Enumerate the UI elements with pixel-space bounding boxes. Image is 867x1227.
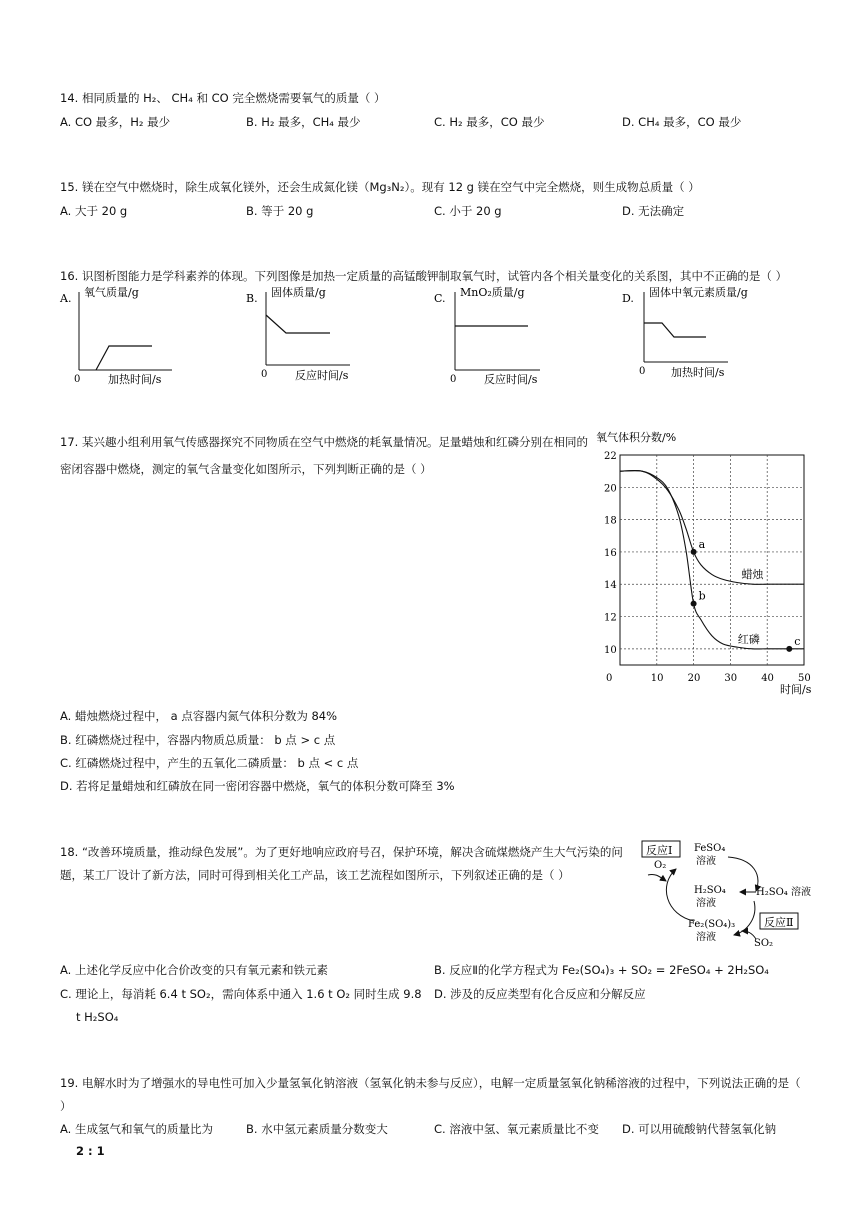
graph-d-ylabel: 固体中氧元素质量/g — [649, 286, 748, 299]
y-tick-label: 20 — [604, 483, 617, 495]
point-a — [691, 549, 697, 555]
feso4-label: FeSO₄ — [694, 843, 726, 854]
point-c — [786, 646, 792, 652]
q15-option-d[interactable]: D. 无法确定 — [622, 204, 685, 218]
so2-label: SO₂ — [754, 938, 774, 949]
question-18-stem-line1: 18. “改善环境质量，推动绿色发展”。为了更好地响应政府号召，保护环境，解决含硫煤燃烧产生大气污染的问 — [60, 845, 623, 859]
q18-option-a[interactable]: A. 上述化学反应中化合价改变的只有氧元素和铁元素 — [60, 963, 328, 977]
q15-option-b[interactable]: B. 等于 20 g — [246, 204, 314, 218]
x-tick-label: 10 — [650, 673, 664, 684]
graph-c-xlabel: 反应时间/s — [484, 373, 538, 386]
q14-option-d[interactable]: D. CH₄ 最多，CO 最少 — [622, 115, 742, 129]
feso4-sol-label: 溶液 — [696, 856, 716, 867]
q19-option-a-cont: 2 : 1 — [76, 1144, 105, 1158]
q14-option-b[interactable]: B. H₂ 最多，CH₄ 最少 — [246, 115, 361, 129]
arrow-left — [666, 869, 694, 921]
arrow-o2 — [648, 874, 666, 881]
question-17-stem-line2: 密闭容器中燃烧，测定的氧气含量变化如图所示，下列判断正确的是（ ） — [60, 462, 432, 476]
y-tick-label: 14 — [604, 580, 617, 592]
x-tick-label: 0 — [606, 673, 613, 684]
q19-option-c[interactable]: C. 溶液中氢、氧元素质量比不变 — [434, 1122, 599, 1136]
question-14-stem: 14. 相同质量的 H₂、 CH₄ 和 CO 完全燃烧需要氧气的质量（ ） — [60, 91, 386, 105]
y-tick-label: 18 — [604, 515, 617, 527]
chart-ylabel: 氧气体积分数/% — [596, 431, 677, 444]
point-label-b: b — [698, 589, 706, 603]
graph-a-curve — [96, 346, 152, 370]
reaction-2-label: 反应Ⅱ — [764, 916, 794, 929]
h2so4-in-label: H₂SO₄ — [694, 885, 726, 896]
graph-d-origin: 0 — [639, 366, 646, 377]
reaction-1-label: 反应Ⅰ — [646, 844, 673, 857]
x-tick-label: 30 — [724, 673, 738, 684]
y-tick-label: 22 — [604, 451, 617, 462]
q19-option-a[interactable]: A. 生成氢气和氧气的质量比为 — [60, 1122, 213, 1136]
h2so4-in-sol-label: 溶液 — [696, 898, 716, 909]
graph-a-letter: A. — [60, 292, 72, 305]
q16-graphs — [0, 282, 867, 392]
q15-option-a[interactable]: A. 大于 20 g — [60, 204, 128, 218]
graph-c-origin: 0 — [450, 374, 457, 385]
x-tick-label: 40 — [761, 673, 774, 684]
q16-graph-d[interactable] — [622, 285, 748, 379]
graph-b-curve — [266, 315, 330, 333]
graph-b-ylabel: 固体质量/g — [271, 286, 326, 299]
q16-graph-a[interactable] — [59, 285, 172, 386]
q17-option-b[interactable]: B. 红磷燃烧过程中，容器内物质总质量： b 点 > c 点 — [60, 733, 336, 747]
q15-option-c[interactable]: C. 小于 20 g — [434, 204, 502, 218]
q17-option-c[interactable]: C. 红磷燃烧过程中，产生的五氧化二磷质量： b 点 < c 点 — [60, 756, 359, 770]
question-19-stem-line2: ） — [60, 1099, 72, 1113]
y-tick-label: 12 — [604, 612, 617, 624]
q18-option-c[interactable]: C. 理论上，每消耗 6.4 t SO₂，需向体系中通入 1.6 t O₂ 同时生成 9.8 — [60, 987, 422, 1001]
graph-d-xlabel: 加热时间/s — [671, 366, 725, 379]
q17-option-d[interactable]: D. 若将足量蜡烛和红磷放在同一密闭容器中燃烧，氧气的体积分数可降至 3% — [60, 779, 455, 793]
question-18-stem-line2: 题，某工厂设计了新方法，同时可得到相关化工产品，该工艺流程如图所示，下列叙述正确的是（ ） — [60, 868, 570, 882]
h2so4-out-label: H₂SO₄ 溶液 — [756, 887, 811, 898]
point-label-a: a — [698, 537, 706, 551]
q16-graph-c[interactable] — [434, 285, 540, 386]
q14-option-a[interactable]: A. CO 最多，H₂ 最少 — [60, 115, 171, 129]
graph-b-xlabel: 反应时间/s — [295, 369, 349, 382]
q19-option-b[interactable]: B. 水中氢元素质量分数变大 — [246, 1122, 388, 1136]
q14-option-c[interactable]: C. H₂ 最多，CO 最少 — [434, 115, 545, 129]
q19-option-d[interactable]: D. 可以用硫酸钠代替氢氧化钠 — [622, 1122, 777, 1136]
chart-frame — [620, 455, 804, 665]
graph-a-xlabel: 加热时间/s — [108, 373, 162, 386]
series-label-1: 红磷 — [737, 632, 760, 646]
process-diagram — [636, 835, 816, 953]
arrow-right-top — [728, 857, 758, 891]
fe2so43-label: Fe₂(SO₄)₃ — [688, 919, 736, 930]
chart-xlabel: 时间/s — [780, 683, 812, 696]
question-15-stem: 15. 镁在空气中燃烧时，除生成氧化镁外，还会生成氮化镁（Mg₃N₂）。现有 12 g 镁在空气中完全燃烧，则生成物总质量（ ） — [60, 180, 700, 194]
graph-a-ylabel: 氧气质量/g — [84, 286, 139, 299]
graph-c-ylabel: MnO₂质量/g — [460, 286, 525, 299]
graph-d-curve — [644, 323, 706, 337]
fe2so43-sol-label: 溶液 — [696, 932, 716, 943]
q18-option-d[interactable]: D. 涉及的反应类型有化合反应和分解反应 — [434, 987, 646, 1001]
graph-c-letter: C. — [434, 292, 446, 305]
q17-option-a[interactable]: A. 蜡烛燃烧过程中， a 点容器内氮气体积分数为 84% — [60, 709, 338, 723]
point-label-c: c — [794, 634, 801, 648]
oxygen-chart — [590, 425, 840, 700]
question-19-stem-line1: 19. 电解水时为了增强水的导电性可加入少量氢氧化钠溶液（氢氧化钠未参与反应），电解一定质量氢氧化钠稀溶液的过程中，下列说法正确的是（ — [60, 1076, 801, 1090]
graph-b-origin: 0 — [261, 369, 268, 380]
question-17-stem-line1: 17. 某兴趣小组利用氧气传感器探究不同物质在空气中燃烧的耗氧量情况。足量蜡烛和红磷分别在相同的 — [60, 435, 588, 449]
graph-b-letter: B. — [246, 292, 258, 305]
q18-option-c-cont: t H₂SO₄ — [76, 1010, 119, 1024]
q16-graph-b[interactable] — [246, 285, 350, 382]
graph-d-letter: D. — [622, 292, 634, 305]
series-line-1 — [620, 471, 804, 649]
x-tick-label: 20 — [687, 673, 701, 684]
q18-option-b[interactable]: B. 反应Ⅱ的化学方程式为 Fe₂(SO₄)₃ + SO₂ = 2FeSO₄ + 2H₂SO₄ — [434, 963, 769, 977]
y-tick-label: 10 — [604, 644, 617, 656]
series-label-0: 蜡烛 — [741, 568, 764, 582]
question-16-stem: 16. 识图析图能力是学科素养的体现。下列图像是加热一定质量的高锰酸钾制取氧气时，试管内各个相关量变化的关系图，其中不正确的是（ ） — [60, 269, 788, 283]
x-tick-label: 50 — [798, 673, 811, 684]
y-tick-label: 16 — [604, 547, 617, 559]
arrow-right-bottom — [734, 901, 755, 935]
o2-label: O₂ — [654, 860, 667, 871]
graph-a-origin: 0 — [74, 374, 81, 385]
point-b — [691, 601, 697, 607]
